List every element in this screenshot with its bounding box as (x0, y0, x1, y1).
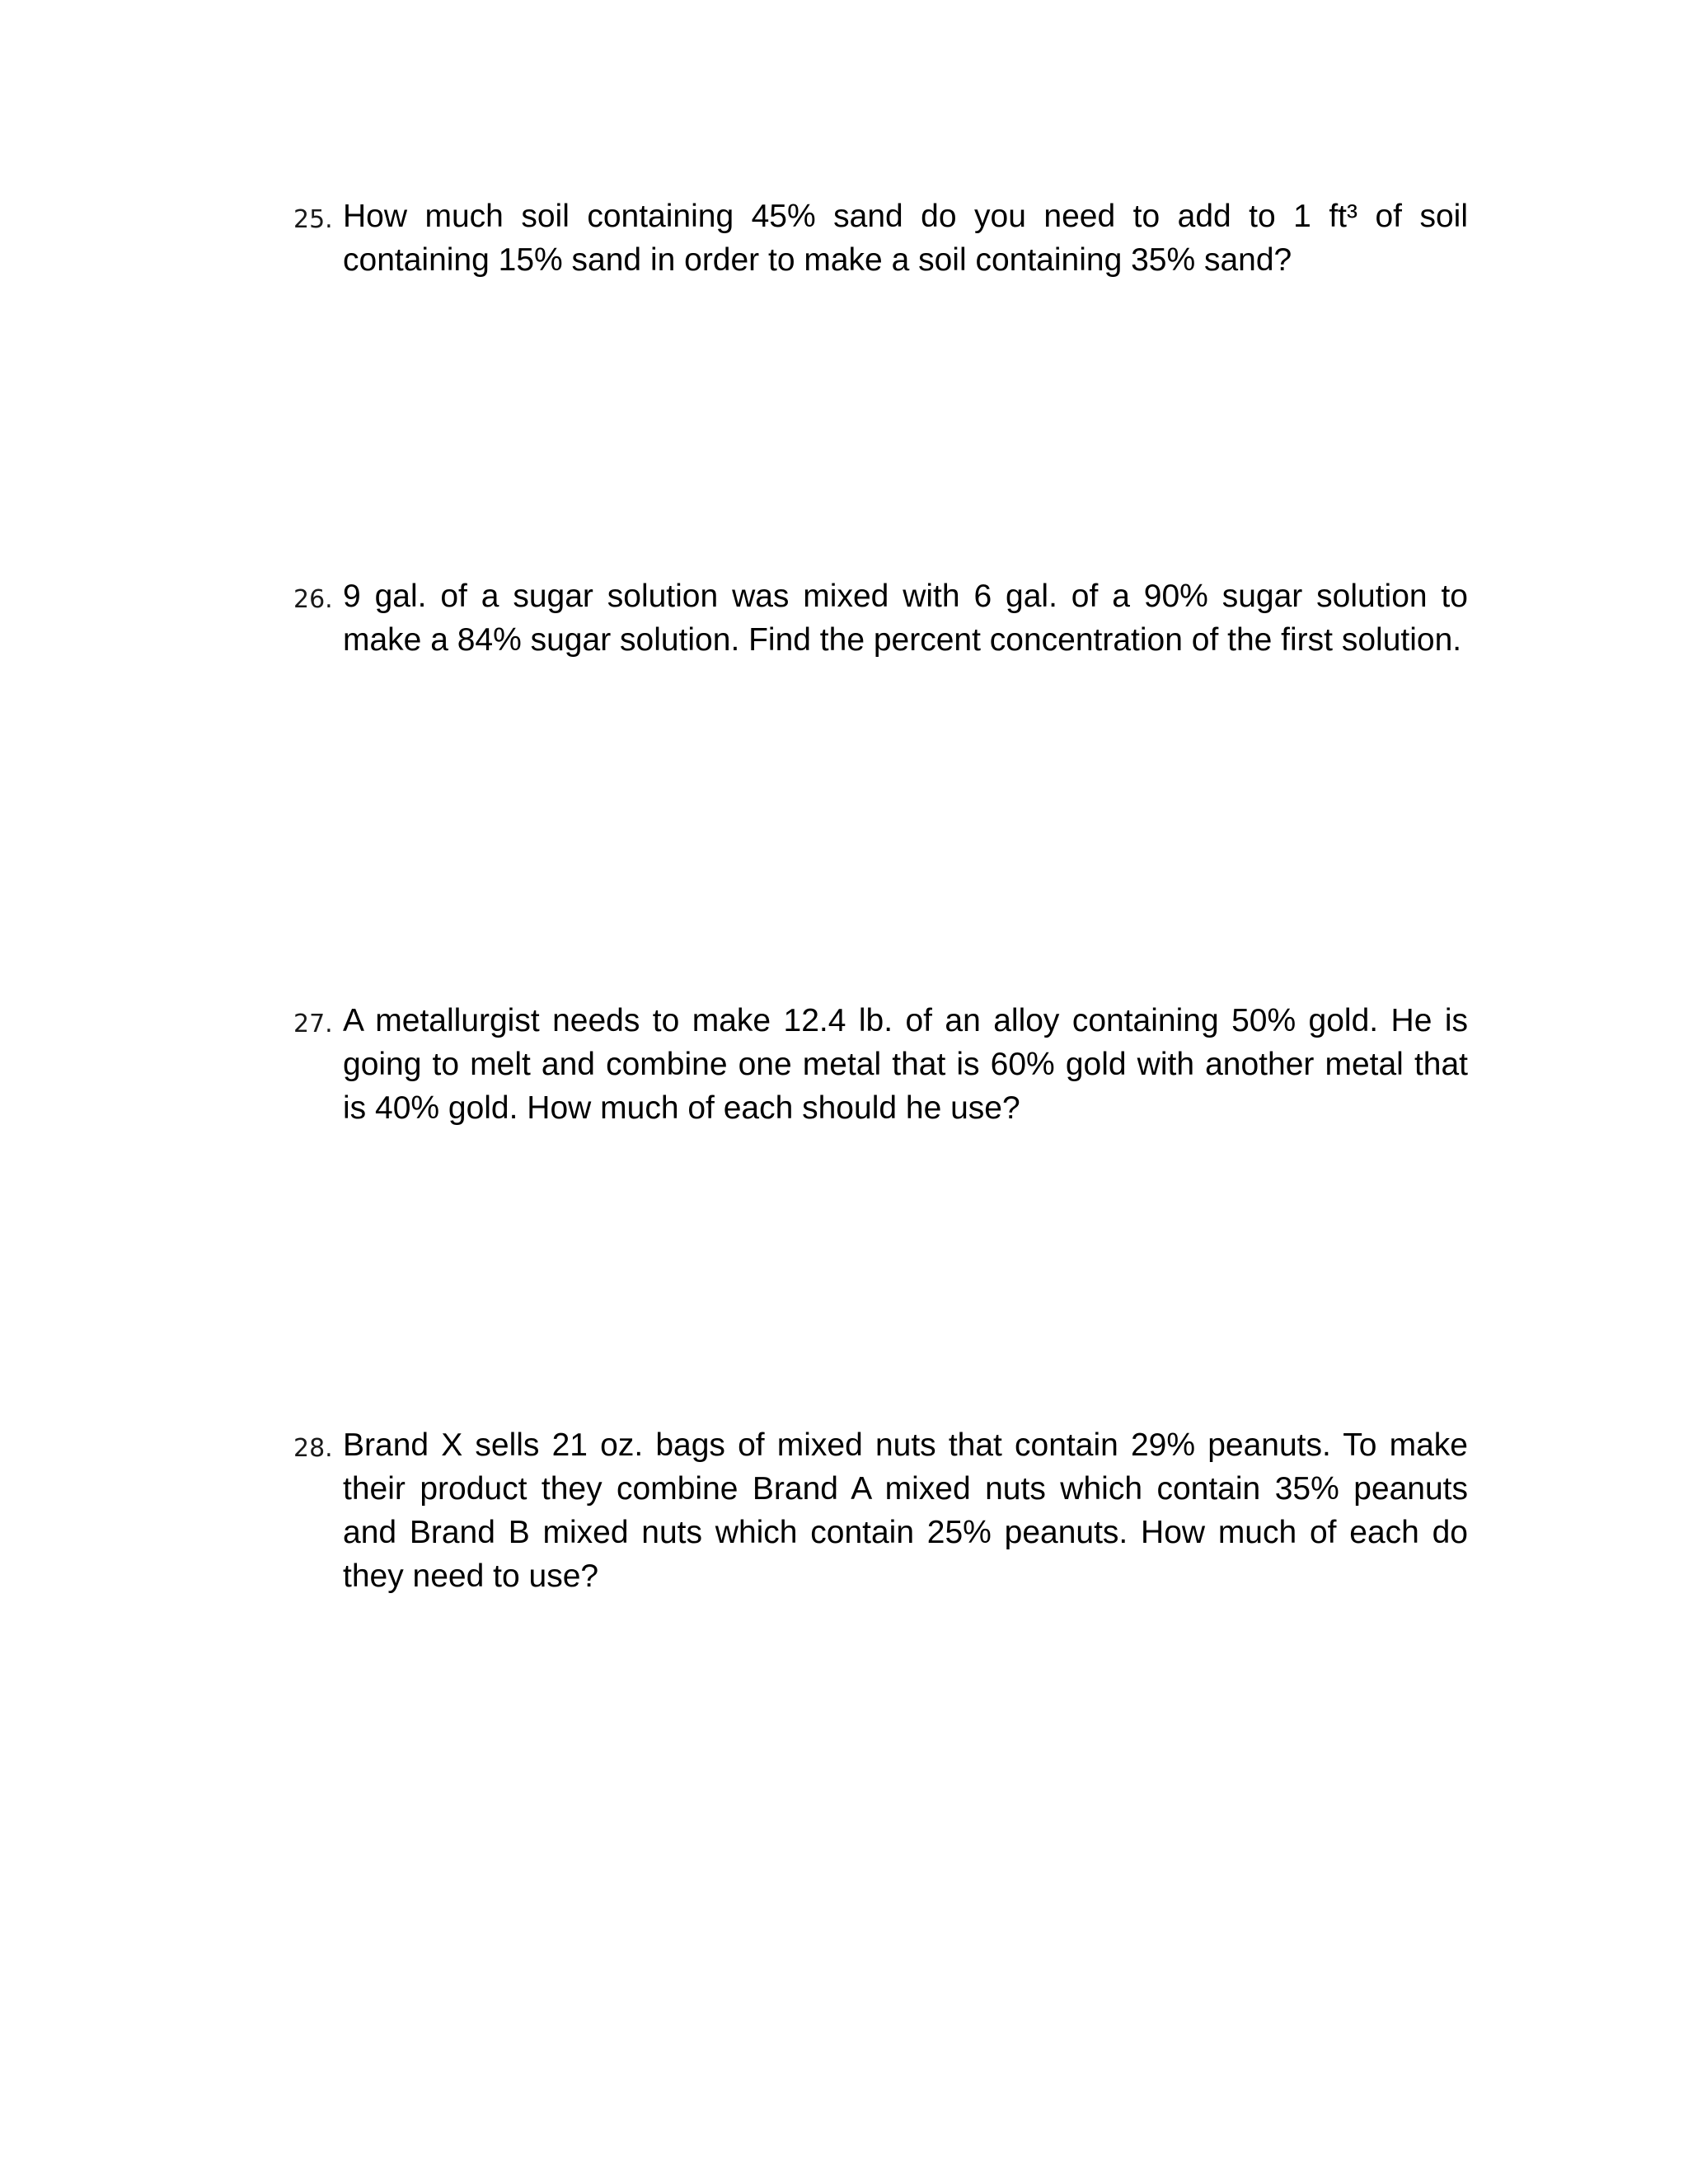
problem-28 (293, 1423, 1468, 1598)
problem-number: 26. (293, 585, 333, 614)
problem-26 (293, 574, 1468, 662)
problem-text: A metallurgist needs to make 12.4 lb. of an alloy containing 50% gold. He is going to melt and combine one metal that is 60% gold with another metal that is 40% gold. How much of each should he use? (343, 1003, 1468, 1126)
problem-27 (293, 999, 1468, 1130)
problem-25 (293, 194, 1468, 282)
problem-text: 9 gal. of a sugar solution was mixed with 6 gal. of a 90% sugar solution to make a 84% sugar solution. Find the percent concentration of the first solution. (343, 579, 1468, 658)
problem-number: 28. (293, 1434, 333, 1463)
problem-text: Brand X sells 21 oz. bags of mixed nuts that contain 29% peanuts. To make their product they combine Brand A mixed nuts which contain 35% peanuts and Brand B mixed nuts which contain 25% peanuts. How much of each do they need to use? (343, 1427, 1468, 1594)
problem-text: How much soil containing 45% sand do you need to add to 1 ft³ of soil containing 15% sand in order to make a soil containing 35% sand? (343, 199, 1468, 278)
problem-number: 27. (293, 1010, 333, 1038)
problem-number: 25. (293, 205, 333, 234)
